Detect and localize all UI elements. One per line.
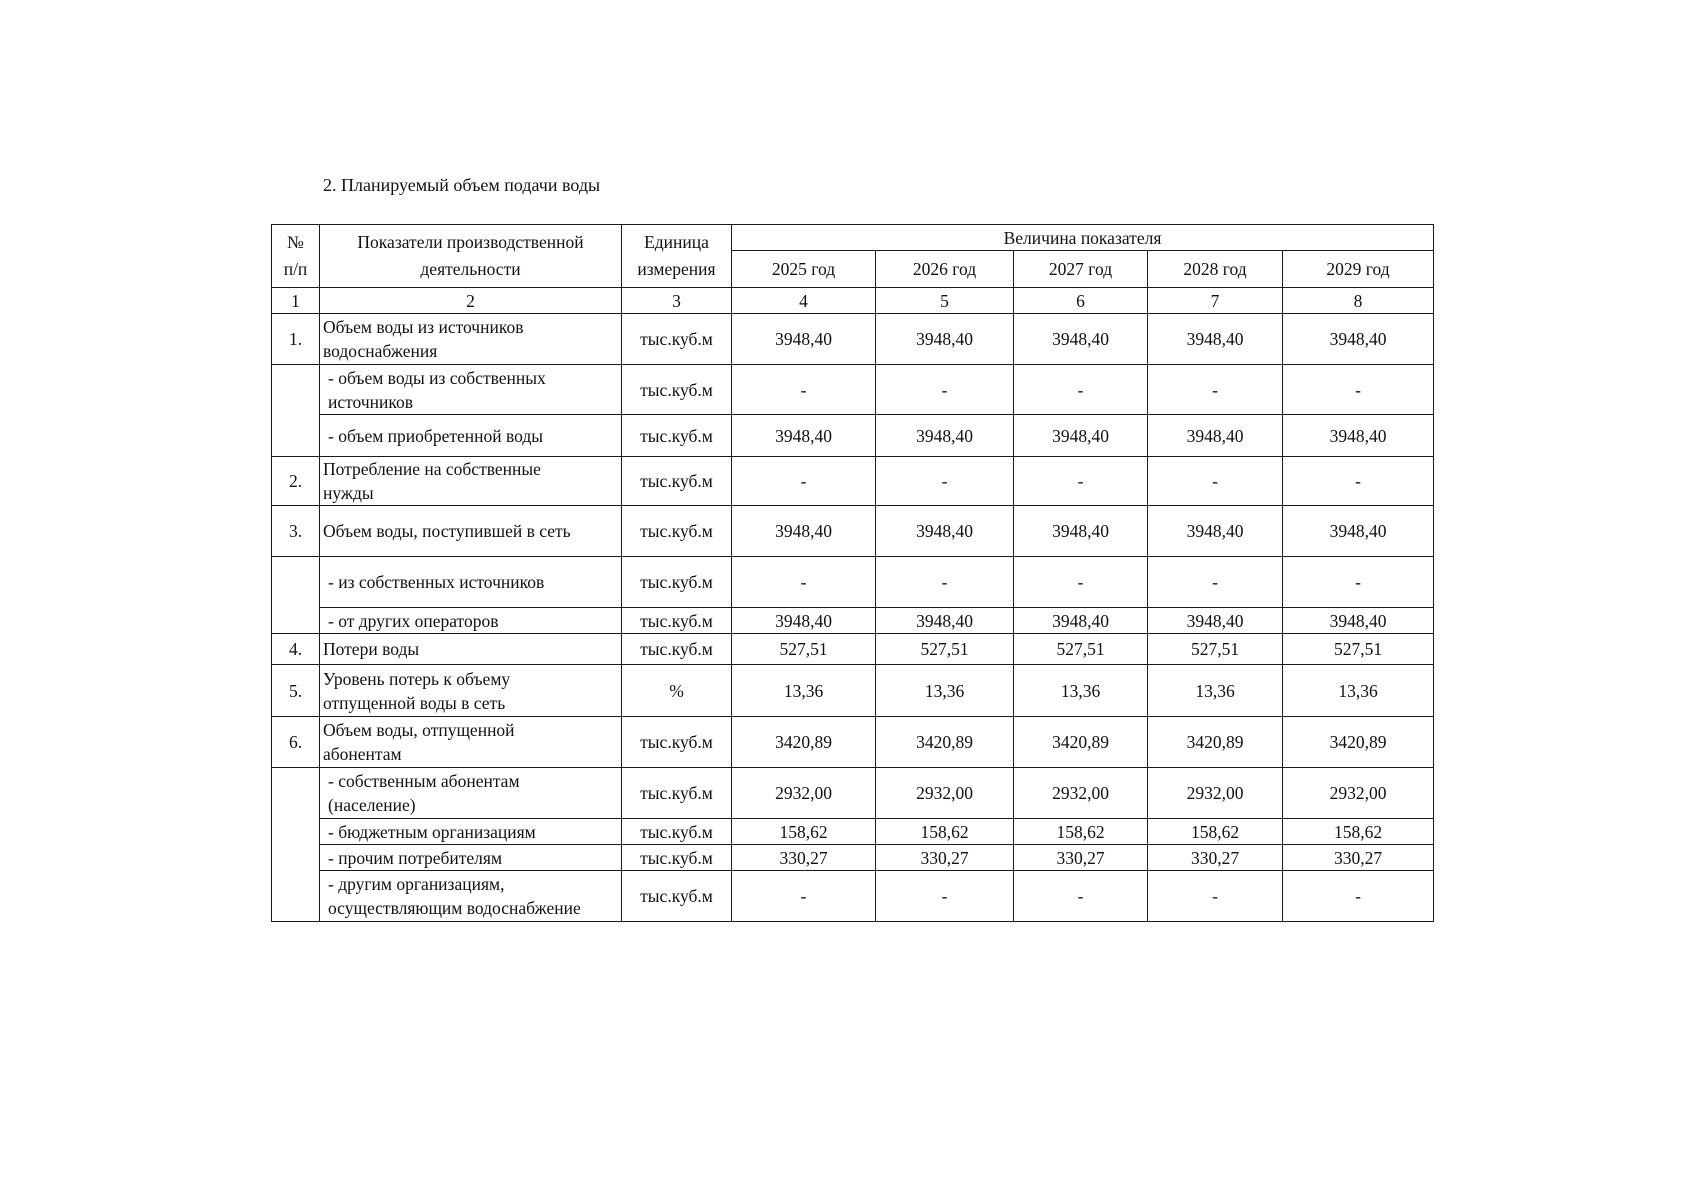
row-label bbox=[320, 871, 622, 922]
row-unit: тыс.куб.м bbox=[622, 506, 732, 557]
row-value: 527,51 bbox=[1148, 634, 1283, 665]
row-value: 3948,40 bbox=[732, 415, 876, 457]
header-year: 2026 год bbox=[876, 251, 1014, 288]
header-unit: Единица измерения bbox=[622, 225, 732, 288]
row-number: 1. bbox=[272, 314, 320, 365]
header-group: Величина показателя bbox=[732, 225, 1434, 251]
column-number: 2 bbox=[320, 288, 622, 314]
row-unit: тыс.куб.м bbox=[622, 819, 732, 845]
row-unit: тыс.куб.м bbox=[622, 415, 732, 457]
row-value: 3420,89 bbox=[1014, 717, 1148, 768]
row-value: 3948,40 bbox=[1283, 314, 1434, 365]
row-number-empty bbox=[272, 768, 320, 922]
table-row bbox=[272, 819, 1434, 845]
row-value: 3948,40 bbox=[1148, 314, 1283, 365]
row-label-line: осуществляющим водоснабжение bbox=[328, 898, 581, 918]
row-value: - bbox=[1283, 557, 1434, 608]
table-row bbox=[272, 768, 1434, 819]
row-value: 2932,00 bbox=[732, 768, 876, 819]
row-value: - bbox=[1283, 457, 1434, 506]
table-row bbox=[272, 415, 1434, 457]
row-value: 13,36 bbox=[1148, 665, 1283, 717]
row-value: - bbox=[1014, 557, 1148, 608]
row-value: 13,36 bbox=[876, 665, 1014, 717]
row-label-line: Объем воды из источников bbox=[323, 317, 524, 337]
row-value: 3420,89 bbox=[732, 717, 876, 768]
header-year: 2029 год bbox=[1283, 251, 1434, 288]
row-value: 158,62 bbox=[876, 819, 1014, 845]
row-unit: тыс.куб.м bbox=[622, 717, 732, 768]
column-number: 6 bbox=[1014, 288, 1148, 314]
row-value: 3948,40 bbox=[732, 314, 876, 365]
row-value: 158,62 bbox=[1283, 819, 1434, 845]
row-number: 6. bbox=[272, 717, 320, 768]
row-label bbox=[320, 634, 622, 665]
row-label bbox=[320, 457, 622, 506]
row-unit: тыс.куб.м bbox=[622, 768, 732, 819]
row-value: - bbox=[732, 871, 876, 922]
row-label bbox=[320, 717, 622, 768]
row-value: 3420,89 bbox=[1283, 717, 1434, 768]
row-unit: тыс.куб.м bbox=[622, 557, 732, 608]
row-value: - bbox=[732, 557, 876, 608]
row-unit: тыс.куб.м bbox=[622, 634, 732, 665]
row-number-empty bbox=[272, 365, 320, 457]
row-label bbox=[320, 665, 622, 717]
row-number-empty bbox=[272, 557, 320, 634]
table-row bbox=[272, 665, 1434, 717]
row-value: - bbox=[1283, 871, 1434, 922]
table-row bbox=[272, 845, 1434, 871]
row-label bbox=[320, 314, 622, 365]
water-supply-table bbox=[271, 224, 1434, 922]
row-label bbox=[320, 819, 622, 845]
column-number: 5 bbox=[876, 288, 1014, 314]
row-value: 3948,40 bbox=[1283, 506, 1434, 557]
row-unit: тыс.куб.м bbox=[622, 845, 732, 871]
row-label-line: Уровень потерь к объему bbox=[323, 668, 511, 689]
row-value: - bbox=[1014, 457, 1148, 506]
row-label-line: отпущенной воды в сеть bbox=[323, 692, 506, 713]
row-value: 3948,40 bbox=[1014, 608, 1148, 634]
table-row bbox=[272, 717, 1434, 768]
row-value: 527,51 bbox=[1014, 634, 1148, 665]
row-unit: тыс.куб.м bbox=[622, 365, 732, 415]
document-heading: 2. Планируемый объем подачи воды bbox=[323, 175, 601, 195]
row-unit: тыс.куб.м bbox=[622, 457, 732, 506]
row-value: 3948,40 bbox=[1014, 506, 1148, 557]
table-body bbox=[272, 225, 1434, 922]
row-value: 527,51 bbox=[1283, 634, 1434, 665]
row-value: 330,27 bbox=[1283, 845, 1434, 871]
row-label-line: - из собственных источников bbox=[328, 572, 545, 592]
row-value: 3948,40 bbox=[1148, 415, 1283, 457]
table-row bbox=[272, 365, 1434, 415]
row-label-line: водоснабжения bbox=[323, 341, 438, 361]
column-number: 8 bbox=[1283, 288, 1434, 314]
row-value: 3948,40 bbox=[1148, 608, 1283, 634]
column-number: 1 bbox=[272, 288, 320, 314]
row-value: 2932,00 bbox=[1014, 768, 1148, 819]
table-row bbox=[272, 457, 1434, 506]
header-indicator: Показатели производственной деятельности bbox=[320, 225, 622, 288]
row-unit: тыс.куб.м bbox=[622, 871, 732, 922]
row-value: 158,62 bbox=[732, 819, 876, 845]
row-value: 3420,89 bbox=[876, 717, 1014, 768]
header-year: 2028 год bbox=[1148, 251, 1283, 288]
row-value: 3948,40 bbox=[1283, 608, 1434, 634]
row-label-line: абонентам bbox=[323, 744, 402, 764]
row-label bbox=[320, 415, 622, 457]
row-value: 3948,40 bbox=[876, 415, 1014, 457]
row-number: 2. bbox=[272, 457, 320, 506]
row-label-line: нужды bbox=[323, 483, 374, 503]
row-value: - bbox=[876, 557, 1014, 608]
table-row bbox=[272, 557, 1434, 608]
row-label-line: - от других операторов bbox=[328, 610, 499, 631]
row-unit: % bbox=[622, 665, 732, 717]
table-row bbox=[272, 314, 1434, 365]
column-number: 3 bbox=[622, 288, 732, 314]
row-value: - bbox=[1148, 871, 1283, 922]
row-value: 2932,00 bbox=[876, 768, 1014, 819]
row-value: 3948,40 bbox=[732, 608, 876, 634]
row-label-line: Потребление на собственные bbox=[323, 459, 541, 479]
row-value: 330,27 bbox=[732, 845, 876, 871]
row-value: 13,36 bbox=[1014, 665, 1148, 717]
row-label-line: - другим организациям, bbox=[328, 874, 505, 894]
row-value: - bbox=[1148, 557, 1283, 608]
row-label-line: - объем воды из собственных bbox=[328, 367, 546, 388]
header-num: № п/п bbox=[272, 225, 320, 288]
header-year: 2027 год bbox=[1014, 251, 1148, 288]
header-row-1 bbox=[272, 225, 1434, 251]
row-value: 3948,40 bbox=[1148, 506, 1283, 557]
row-label bbox=[320, 506, 622, 557]
row-value: 330,27 bbox=[1148, 845, 1283, 871]
row-label bbox=[320, 608, 622, 634]
row-value: - bbox=[732, 457, 876, 506]
column-number-row bbox=[272, 288, 1434, 314]
row-label-line: Объем воды, поступившей в сеть bbox=[323, 521, 571, 541]
column-number: 7 bbox=[1148, 288, 1283, 314]
row-number: 3. bbox=[272, 506, 320, 557]
row-label-line: источников bbox=[328, 391, 414, 412]
row-value: 3948,40 bbox=[732, 506, 876, 557]
row-label-line: Объем воды, отпущенной bbox=[323, 720, 515, 740]
row-value: - bbox=[876, 365, 1014, 415]
row-unit: тыс.куб.м bbox=[622, 608, 732, 634]
row-label-line: - прочим потребителям bbox=[328, 847, 503, 868]
row-value: 3948,40 bbox=[1014, 314, 1148, 365]
row-number: 4. bbox=[272, 634, 320, 665]
row-number: 5. bbox=[272, 665, 320, 717]
table-row bbox=[272, 634, 1434, 665]
row-value: 330,27 bbox=[876, 845, 1014, 871]
row-value: 158,62 bbox=[1014, 819, 1148, 845]
row-value: 3948,40 bbox=[1014, 415, 1148, 457]
row-label-line: (население) bbox=[328, 795, 416, 815]
row-value: 2932,00 bbox=[1148, 768, 1283, 819]
row-value: - bbox=[876, 457, 1014, 506]
row-label-line: - бюджетным организациям bbox=[328, 821, 536, 842]
row-value: 13,36 bbox=[732, 665, 876, 717]
row-label-line: - объем приобретенной воды bbox=[328, 425, 544, 446]
table-row bbox=[272, 506, 1434, 557]
row-value: 3420,89 bbox=[1148, 717, 1283, 768]
row-label-line: - собственным абонентам bbox=[328, 771, 520, 791]
row-value: - bbox=[1148, 365, 1283, 415]
row-label bbox=[320, 768, 622, 819]
row-value: - bbox=[1014, 365, 1148, 415]
column-number: 4 bbox=[732, 288, 876, 314]
row-value: - bbox=[732, 365, 876, 415]
row-value: 527,51 bbox=[732, 634, 876, 665]
row-value: 3948,40 bbox=[1283, 415, 1434, 457]
row-label bbox=[320, 557, 622, 608]
row-unit: тыс.куб.м bbox=[622, 314, 732, 365]
row-value: 3948,40 bbox=[876, 608, 1014, 634]
table-row bbox=[272, 608, 1434, 634]
row-label bbox=[320, 365, 622, 415]
table-row bbox=[272, 871, 1434, 922]
row-value: 158,62 bbox=[1148, 819, 1283, 845]
row-value: 2932,00 bbox=[1283, 768, 1434, 819]
row-value: 3948,40 bbox=[876, 314, 1014, 365]
row-label-line: Потери воды bbox=[323, 639, 420, 659]
row-value: - bbox=[1014, 871, 1148, 922]
row-value: - bbox=[1283, 365, 1434, 415]
row-label bbox=[320, 845, 622, 871]
row-value: 330,27 bbox=[1014, 845, 1148, 871]
row-value: - bbox=[1148, 457, 1283, 506]
row-value: 527,51 bbox=[876, 634, 1014, 665]
row-value: - bbox=[876, 871, 1014, 922]
header-year: 2025 год bbox=[732, 251, 876, 288]
row-value: 3948,40 bbox=[876, 506, 1014, 557]
row-value: 13,36 bbox=[1283, 665, 1434, 717]
